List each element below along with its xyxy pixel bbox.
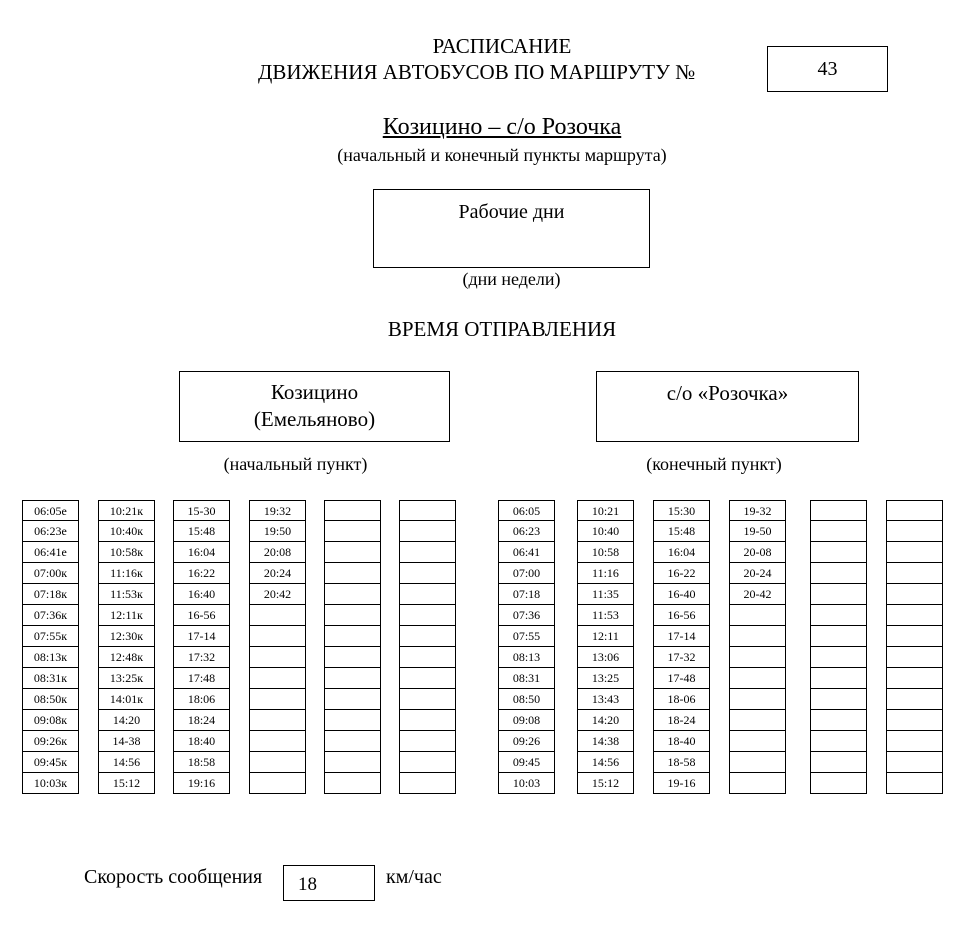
time-cell (249, 710, 306, 731)
time-cell: 10:21 (577, 500, 634, 521)
time-cell (810, 542, 867, 563)
time-cell: 06:41е (22, 542, 79, 563)
time-cell: 18-24 (653, 710, 710, 731)
time-cell: 20:24 (249, 563, 306, 584)
time-cell (729, 626, 786, 647)
time-cell: 19-16 (653, 773, 710, 794)
time-cell: 10:21к (98, 500, 155, 521)
time-cell: 18-06 (653, 689, 710, 710)
time-cell (324, 647, 381, 668)
start-point-box (179, 371, 450, 442)
start_columns-column (98, 500, 155, 794)
time-cell: 08:31 (498, 668, 555, 689)
time-cell: 17-48 (653, 668, 710, 689)
time-cell (324, 521, 381, 542)
time-cell: 07:55к (22, 626, 79, 647)
time-cell (324, 752, 381, 773)
time-cell: 14:56 (98, 752, 155, 773)
start-point-subname: (Емельяново) (253, 407, 376, 431)
time-cell: 15:12 (577, 773, 634, 794)
time-cell: 07:36 (498, 605, 555, 626)
time-cell: 14:56 (577, 752, 634, 773)
start_columns-column (22, 500, 79, 794)
days-value: Рабочие дни (458, 201, 565, 223)
time-cell: 07:55 (498, 626, 555, 647)
time-cell: 08:50к (22, 689, 79, 710)
time-cell (399, 605, 456, 626)
route-caption: (начальный и конечный пункты маршрута) (337, 145, 667, 165)
time-cell: 15:48 (173, 521, 230, 542)
time-cell (324, 710, 381, 731)
time-cell (810, 563, 867, 584)
time-cell: 20-42 (729, 584, 786, 605)
time-cell: 15-30 (173, 500, 230, 521)
time-cell: 09:26 (498, 731, 555, 752)
time-cell (810, 689, 867, 710)
time-cell: 17:32 (173, 647, 230, 668)
time-cell (249, 647, 306, 668)
time-cell: 11:16 (577, 563, 634, 584)
time-cell (399, 752, 456, 773)
time-cell: 14:38 (577, 731, 634, 752)
end_columns-column (498, 500, 555, 794)
time-cell: 09:08 (498, 710, 555, 731)
time-cell: 13:43 (577, 689, 634, 710)
time-cell: 12:30к (98, 626, 155, 647)
time-cell: 09:45 (498, 752, 555, 773)
title-line2: ДВИЖЕНИЯ АВТОБУСОВ ПО МАРШРУТУ № (258, 60, 696, 84)
route-number: 43 (817, 58, 838, 80)
time-cell (886, 647, 943, 668)
start-point-caption: (начальный пункт) (223, 454, 368, 474)
time-cell (399, 647, 456, 668)
departure-heading: ВРЕМЯ ОТПРАВЛЕНИЯ (387, 317, 617, 341)
speed-value: 18 (298, 874, 317, 895)
time-cell (324, 500, 381, 521)
time-cell (886, 752, 943, 773)
time-cell: 15:30 (653, 500, 710, 521)
time-cell: 14:20 (98, 710, 155, 731)
time-cell: 16-40 (653, 584, 710, 605)
time-cell: 13:06 (577, 647, 634, 668)
time-cell: 09:45к (22, 752, 79, 773)
end-point-caption: (конечный пункт) (646, 454, 782, 474)
time-cell (399, 521, 456, 542)
time-cell (810, 710, 867, 731)
route-name: Козицино – с/о Розочка (382, 114, 622, 140)
time-cell (324, 605, 381, 626)
time-cell (249, 689, 306, 710)
time-cell (729, 773, 786, 794)
end_columns-column (810, 500, 867, 794)
time-cell: 13:25 (577, 668, 634, 689)
time-cell: 07:18 (498, 584, 555, 605)
time-cell: 09:08к (22, 710, 79, 731)
time-cell (886, 542, 943, 563)
time-cell (249, 605, 306, 626)
time-cell: 12:11к (98, 605, 155, 626)
time-cell: 18-40 (653, 731, 710, 752)
time-cell: 17-32 (653, 647, 710, 668)
time-cell: 15:48 (653, 521, 710, 542)
time-cell (886, 689, 943, 710)
time-cell (399, 626, 456, 647)
time-cell: 14:01к (98, 689, 155, 710)
time-cell (324, 773, 381, 794)
start-point-name: Козицино (270, 380, 359, 404)
time-cell: 10:03к (22, 773, 79, 794)
start_columns-column (173, 500, 230, 794)
time-cell (324, 563, 381, 584)
time-cell: 11:53к (98, 584, 155, 605)
time-cell: 10:03 (498, 773, 555, 794)
time-cell: 10:58 (577, 542, 634, 563)
end_columns-column (577, 500, 634, 794)
time-cell: 10:40к (98, 521, 155, 542)
time-cell (729, 710, 786, 731)
time-cell (324, 626, 381, 647)
time-cell (324, 689, 381, 710)
time-cell: 18:24 (173, 710, 230, 731)
time-cell: 18:58 (173, 752, 230, 773)
time-cell: 08:50 (498, 689, 555, 710)
time-cell: 16:04 (173, 542, 230, 563)
end_columns-column (729, 500, 786, 794)
time-cell (399, 563, 456, 584)
time-cell: 16:40 (173, 584, 230, 605)
time-cell (729, 605, 786, 626)
days-box (373, 189, 650, 268)
time-cell (886, 500, 943, 521)
time-cell: 07:00 (498, 563, 555, 584)
time-cell (886, 563, 943, 584)
time-cell (249, 773, 306, 794)
time-cell (399, 773, 456, 794)
time-cell (810, 584, 867, 605)
time-cell (729, 647, 786, 668)
time-cell (886, 668, 943, 689)
time-cell: 16-56 (173, 605, 230, 626)
start_columns-column (249, 500, 306, 794)
start_columns-column (324, 500, 381, 794)
end_columns-column (653, 500, 710, 794)
time-cell: 16:22 (173, 563, 230, 584)
time-cell: 20:08 (249, 542, 306, 563)
title-line1: РАСПИСАНИЕ (432, 34, 572, 58)
time-cell (399, 689, 456, 710)
time-cell: 16-56 (653, 605, 710, 626)
time-cell (399, 584, 456, 605)
time-cell (810, 521, 867, 542)
time-cell (810, 668, 867, 689)
time-cell: 06:23 (498, 521, 555, 542)
time-cell: 14-38 (98, 731, 155, 752)
time-cell: 10:58к (98, 542, 155, 563)
time-cell: 18-58 (653, 752, 710, 773)
speed-box (283, 865, 375, 901)
time-cell: 12:48к (98, 647, 155, 668)
time-cell (249, 626, 306, 647)
time-cell: 06:41 (498, 542, 555, 563)
time-cell (886, 626, 943, 647)
time-cell: 11:16к (98, 563, 155, 584)
time-cell: 11:35 (577, 584, 634, 605)
start_columns-column (399, 500, 456, 794)
time-cell: 07:18к (22, 584, 79, 605)
time-cell (399, 731, 456, 752)
time-cell (729, 731, 786, 752)
time-cell: 09:26к (22, 731, 79, 752)
time-cell: 08:31к (22, 668, 79, 689)
time-cell (324, 668, 381, 689)
time-cell (886, 605, 943, 626)
time-cell: 14:20 (577, 710, 634, 731)
time-cell (810, 647, 867, 668)
time-cell: 06:05 (498, 500, 555, 521)
time-cell: 07:36к (22, 605, 79, 626)
time-cell: 20:42 (249, 584, 306, 605)
time-cell: 13:25к (98, 668, 155, 689)
time-cell (729, 668, 786, 689)
time-cell: 19:32 (249, 500, 306, 521)
time-cell: 19:50 (249, 521, 306, 542)
time-cell: 20-24 (729, 563, 786, 584)
time-cell (810, 773, 867, 794)
time-cell: 19:16 (173, 773, 230, 794)
time-cell (810, 626, 867, 647)
time-cell: 19-32 (729, 500, 786, 521)
time-cell (810, 605, 867, 626)
time-cell: 17-14 (653, 626, 710, 647)
time-cell: 07:00к (22, 563, 79, 584)
time-cell: 06:05е (22, 500, 79, 521)
time-cell: 19-50 (729, 521, 786, 542)
time-cell: 10:40 (577, 521, 634, 542)
time-cell (399, 710, 456, 731)
time-cell: 06:23е (22, 521, 79, 542)
time-cell (886, 731, 943, 752)
time-cell (249, 731, 306, 752)
end_columns-column (886, 500, 943, 794)
time-cell (249, 752, 306, 773)
time-cell: 12:11 (577, 626, 634, 647)
time-cell (886, 773, 943, 794)
end-point-name: с/о «Розочка» (666, 381, 789, 405)
time-cell (399, 668, 456, 689)
time-cell: 16-22 (653, 563, 710, 584)
time-cell (810, 752, 867, 773)
time-cell (810, 731, 867, 752)
time-cell (324, 584, 381, 605)
time-cell: 08:13к (22, 647, 79, 668)
time-cell: 18:06 (173, 689, 230, 710)
time-cell (729, 689, 786, 710)
time-cell (399, 542, 456, 563)
time-cell (324, 542, 381, 563)
time-cell (886, 584, 943, 605)
time-cell: 16:04 (653, 542, 710, 563)
time-cell (399, 500, 456, 521)
time-cell (810, 500, 867, 521)
days-caption: (дни недели) (462, 269, 561, 289)
time-cell (729, 752, 786, 773)
time-cell (249, 668, 306, 689)
time-cell (324, 731, 381, 752)
end-point-box (596, 371, 859, 442)
route-number-box (767, 46, 888, 92)
time-cell: 15:12 (98, 773, 155, 794)
time-cell: 17:48 (173, 668, 230, 689)
time-cell: 08:13 (498, 647, 555, 668)
speed-unit: км/час (386, 866, 442, 888)
speed-label: Скорость сообщения (84, 866, 263, 888)
time-cell: 20-08 (729, 542, 786, 563)
time-cell (886, 710, 943, 731)
time-cell (886, 521, 943, 542)
time-cell: 17-14 (173, 626, 230, 647)
time-cell: 11:53 (577, 605, 634, 626)
time-cell: 18:40 (173, 731, 230, 752)
